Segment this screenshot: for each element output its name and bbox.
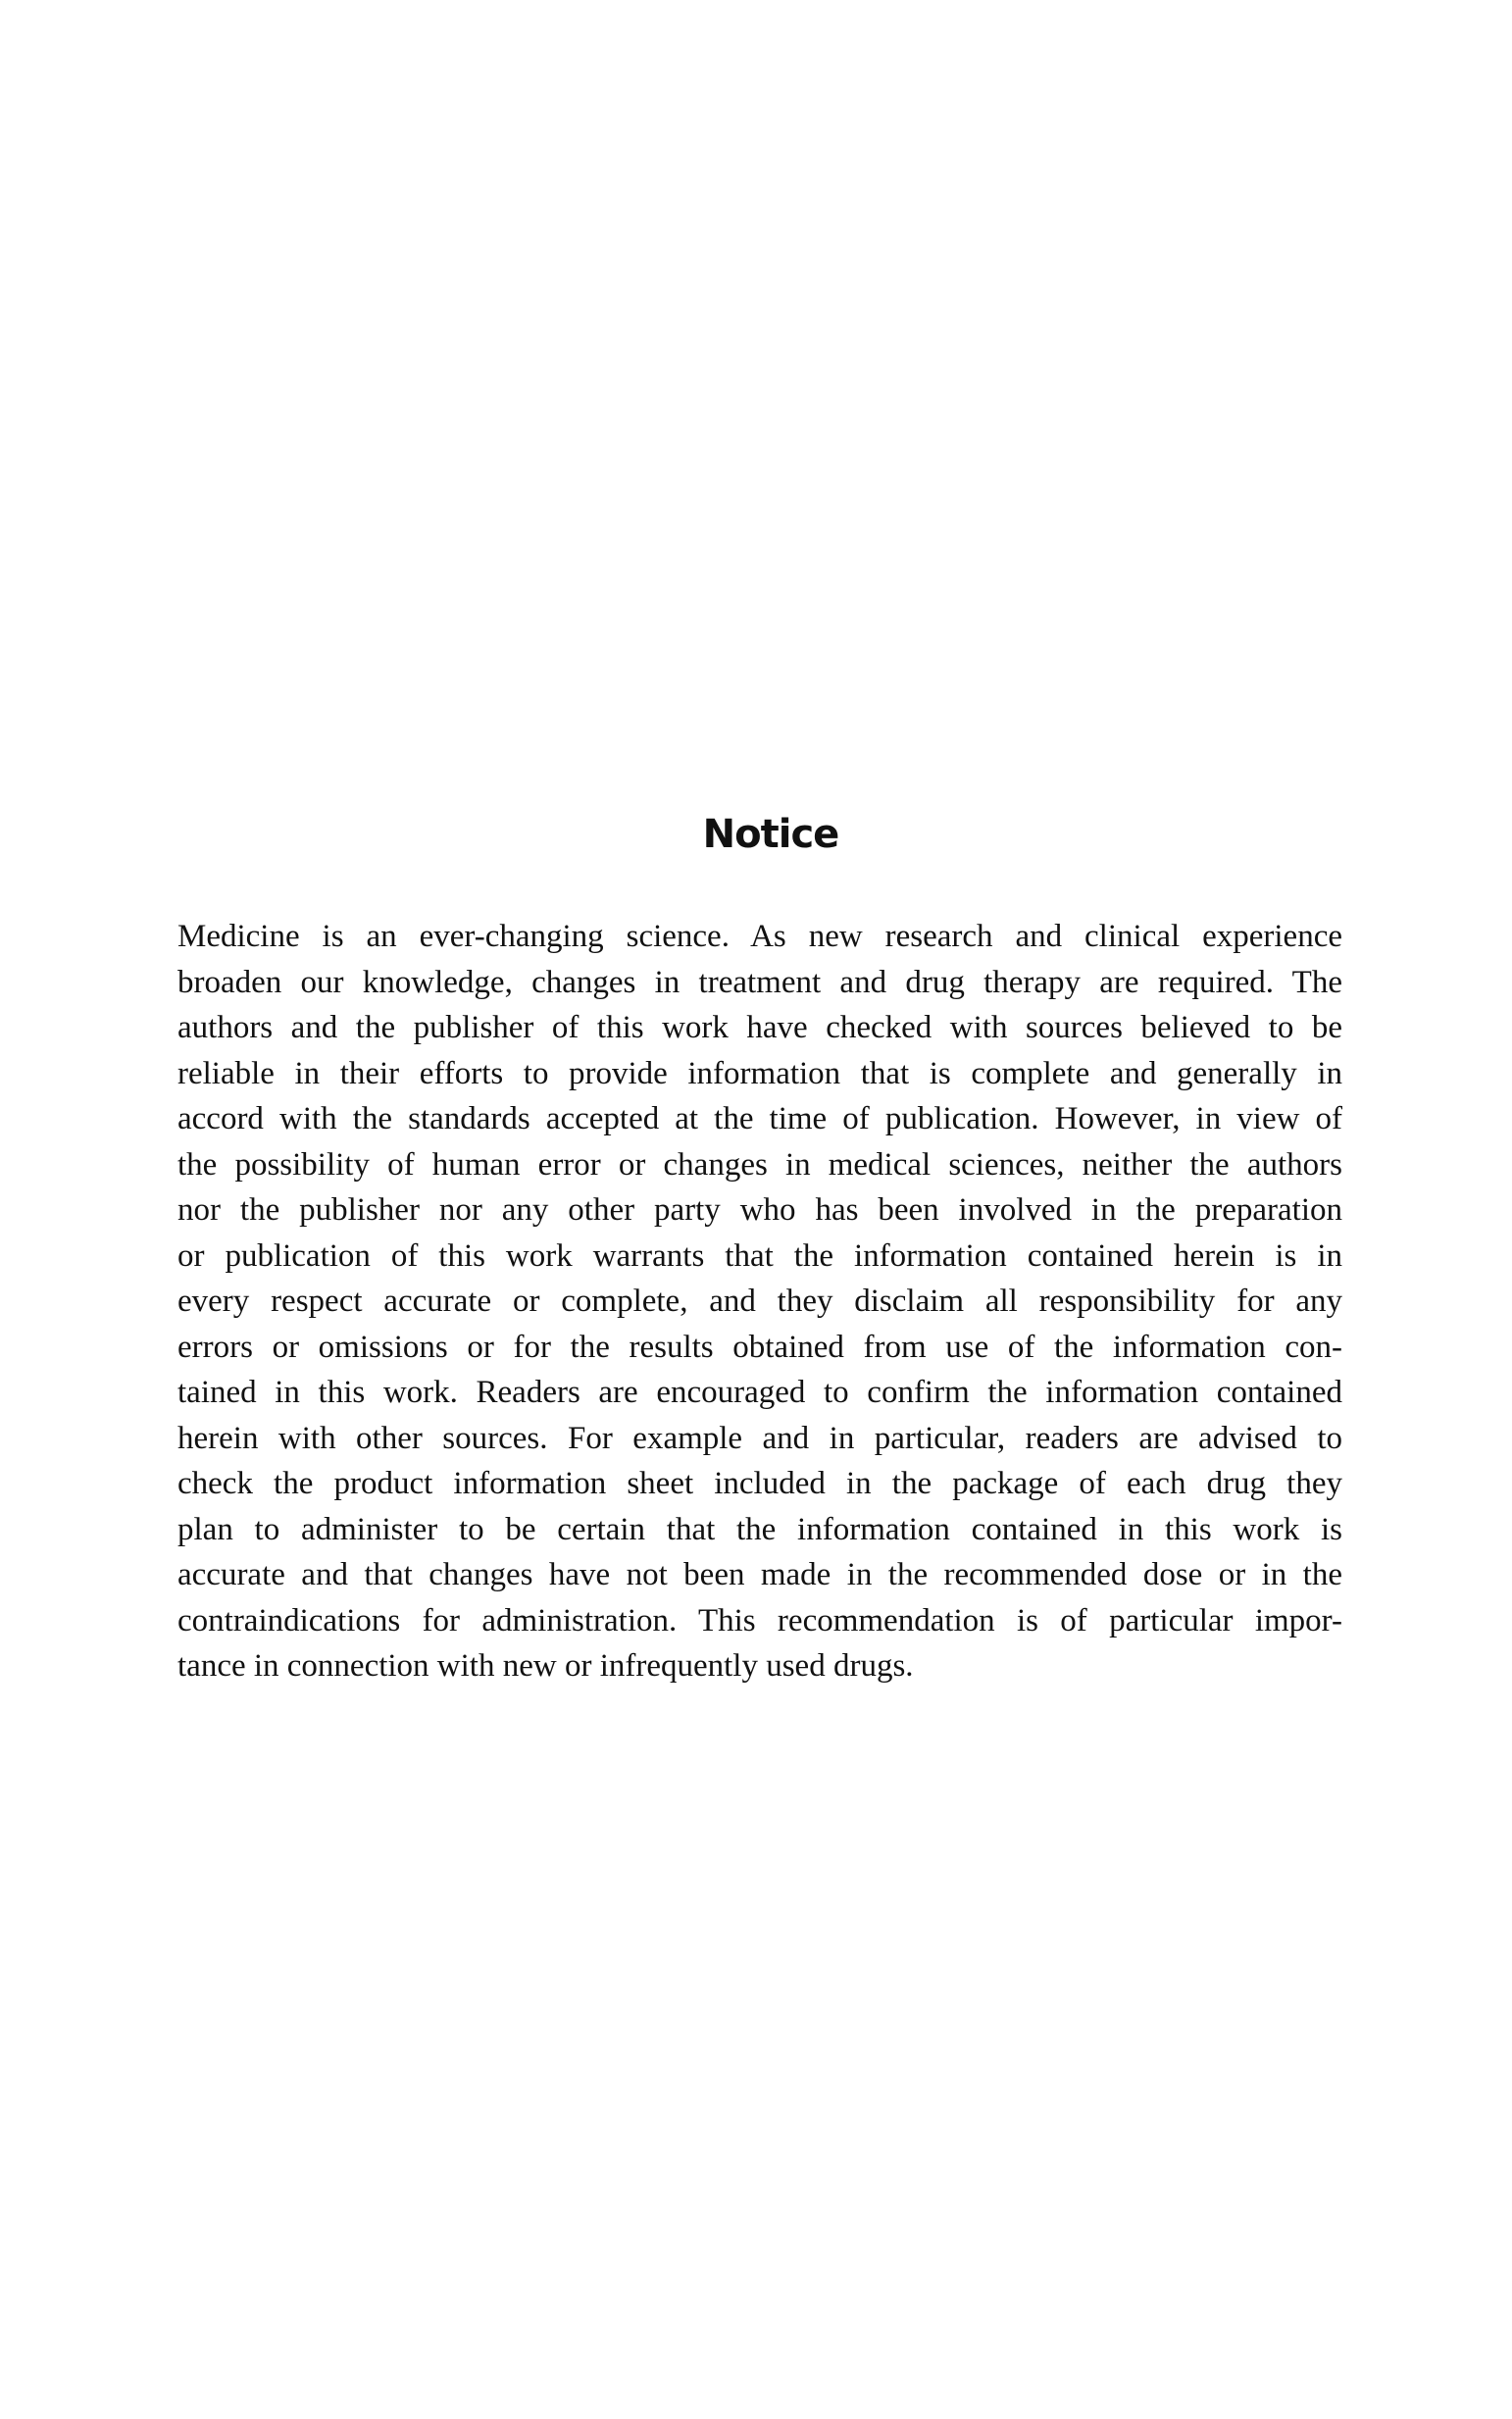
notice-title: Notice [702,812,839,857]
body-line: every respect accurate or complete, and they disclaim all responsibility for any [177,1284,1342,1319]
body-line: authors and the publisher of this work have checked with sources believed to be [177,1010,1342,1045]
body-line: accurate and that changes have not been made in the recommended dose or in the [177,1557,1342,1592]
body-line: reliable in their efforts to provide information that is complete and generally in [177,1055,1342,1091]
notice-body [177,914,1342,1689]
body-line: contraindications for administration. This recommendation is of particular impor- [177,1602,1342,1638]
body-line: check the product information sheet included in the package of each drug they [177,1466,1342,1501]
body-line: herein with other sources. For example and in particular, readers are advised to [177,1420,1342,1456]
body-line: or publication of this work warrants that the information contained herein is in [177,1237,1342,1274]
body-line: nor the publisher nor any other party who has been involved in the preparation [177,1192,1342,1228]
body-line: Medicine is an ever-changing science. As new research and clinical experience [177,919,1342,954]
body-line: tance in connection with new or infrequently used drugs. [177,1648,914,1684]
body-line: the possibility of human error or changes in medical sciences, neither the authors [177,1146,1342,1183]
body-line: broaden our knowledge, changes in treatment and drug therapy are required. The [177,964,1342,1000]
body-line: accord with the standards accepted at the time of publication. However, in view of [177,1101,1342,1136]
body-line: errors or omissions or for the results obtained from use of the information con- [177,1329,1342,1365]
body-line: tained in this work. Readers are encouraged to confirm the information contained [177,1375,1342,1410]
body-line: plan to administer to be certain that the information contained in this work is [177,1511,1342,1547]
